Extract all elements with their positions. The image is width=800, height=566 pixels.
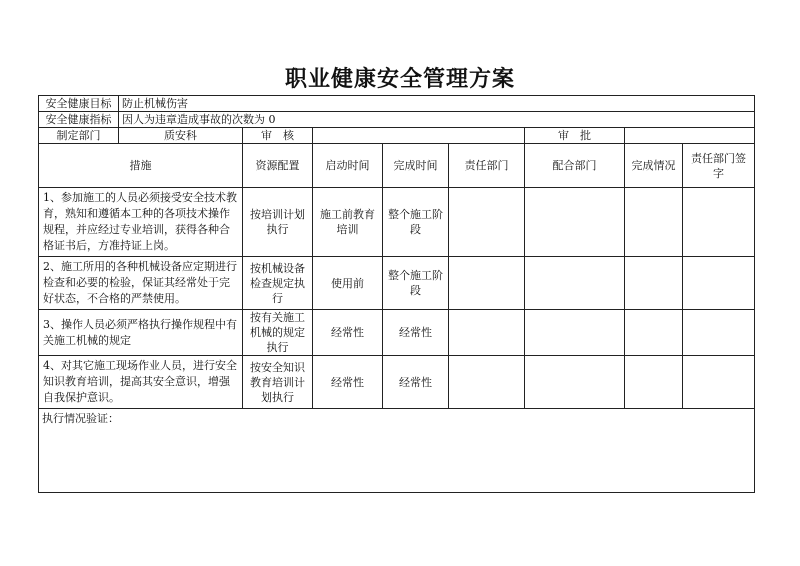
verify-cell[interactable]: 执行情况验证： — [39, 409, 755, 493]
goal-row — [39, 96, 755, 112]
row-measure: 4、对其它施工现场作业人员，进行安全知识教育培训，提高其安全意识，增强自我保护意识。 — [39, 356, 243, 409]
row-end: 经常性 — [383, 310, 449, 356]
row-status[interactable] — [625, 257, 683, 310]
row-responsible[interactable] — [449, 188, 525, 257]
row-measure: 3、操作人员必须严格执行操作规程中有关施工机械的规定 — [39, 310, 243, 356]
row-status[interactable] — [625, 310, 683, 356]
row-sign[interactable] — [683, 257, 755, 310]
row-start: 经常性 — [313, 356, 383, 409]
table-row — [39, 356, 755, 409]
header-measures: 措施 — [39, 144, 243, 188]
row-resource: 按有关施工机械的规定执行 — [243, 310, 313, 356]
row-measure: 1、参加施工的人员必须接受安全技术教育，熟知和遵循本工种的各项技术操作规程，并应经过专业培训，获得各种合格证书后，方准持证上岗。 — [39, 188, 243, 257]
header-end: 完成时间 — [383, 144, 449, 188]
table-row — [39, 188, 755, 257]
header-resources: 资源配置 — [243, 144, 313, 188]
row-end: 经常性 — [383, 356, 449, 409]
goal-label: 安全健康目标 — [39, 96, 119, 112]
dept-label: 制定部门 — [39, 128, 119, 144]
row-start: 使用前 — [313, 257, 383, 310]
row-status[interactable] — [625, 356, 683, 409]
indicator-value[interactable]: 因人为违章造成事故的次数为 0 — [119, 112, 755, 128]
header-responsible: 责任部门 — [449, 144, 525, 188]
row-cooperate[interactable] — [525, 257, 625, 310]
management-plan-table — [38, 95, 755, 493]
row-sign[interactable] — [683, 356, 755, 409]
row-status[interactable] — [625, 188, 683, 257]
page-title: 职业健康安全管理方案 — [284, 66, 515, 92]
indicator-label: 安全健康指标 — [39, 112, 119, 128]
header-status: 完成情况 — [625, 144, 683, 188]
row-responsible[interactable] — [449, 356, 525, 409]
row-resource: 按培训计划执行 — [243, 188, 313, 257]
row-responsible[interactable] — [449, 310, 525, 356]
review-value[interactable] — [313, 128, 525, 144]
row-cooperate[interactable] — [525, 188, 625, 257]
row-end: 整个施工阶段 — [383, 188, 449, 257]
row-cooperate[interactable] — [525, 310, 625, 356]
row-sign[interactable] — [683, 188, 755, 257]
row-end: 整个施工阶段 — [383, 257, 449, 310]
header-sign: 责任部门签字 — [683, 144, 755, 188]
row-resource: 按安全知识教育培训计划执行 — [243, 356, 313, 409]
table-row — [39, 310, 755, 356]
row-resource: 按机械设备检查规定执行 — [243, 257, 313, 310]
row-start: 经常性 — [313, 310, 383, 356]
table-row — [39, 257, 755, 310]
review-label: 审 核 — [243, 128, 313, 144]
dept-row — [39, 128, 755, 144]
header-start: 启动时间 — [313, 144, 383, 188]
row-responsible[interactable] — [449, 257, 525, 310]
verify-row — [39, 409, 755, 493]
header-row — [39, 144, 755, 188]
approve-label: 审 批 — [525, 128, 625, 144]
dept-value[interactable]: 质安科 — [119, 128, 243, 144]
indicator-row — [39, 112, 755, 128]
header-cooperate: 配合部门 — [525, 144, 625, 188]
row-cooperate[interactable] — [525, 356, 625, 409]
goal-value[interactable]: 防止机械伤害 — [119, 96, 755, 112]
row-sign[interactable] — [683, 310, 755, 356]
row-measure: 2、施工所用的各种机械设备应定期进行检查和必要的检验，保证其经常处于完好状态，不合格的严禁使用。 — [39, 257, 243, 310]
row-start: 施工前教育培训 — [313, 188, 383, 257]
approve-value[interactable] — [625, 128, 755, 144]
